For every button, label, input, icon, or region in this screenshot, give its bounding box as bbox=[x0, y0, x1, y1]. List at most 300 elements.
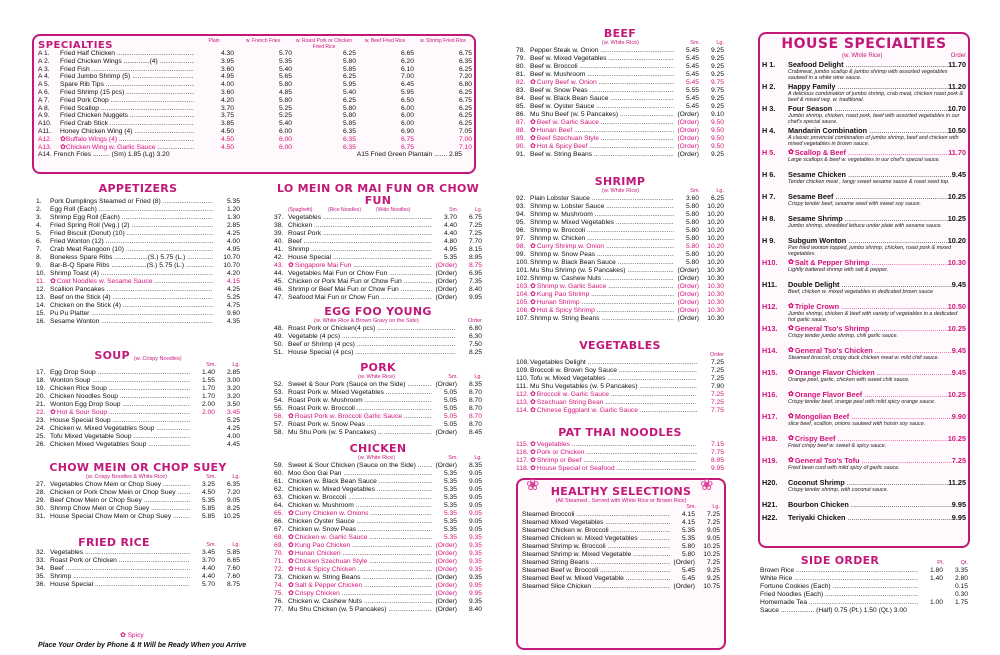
item-name: Roast Pork or Chicken ..... bbox=[50, 557, 190, 565]
item-number: H 1. bbox=[762, 60, 776, 69]
item-price: 6.25 bbox=[458, 65, 472, 73]
item-name: Brown Rice ..... bbox=[760, 567, 918, 575]
house-item bbox=[762, 302, 966, 324]
menu-item bbox=[516, 399, 724, 407]
item-number: 61. bbox=[274, 478, 284, 485]
item-name: Triple Crown ..... bbox=[795, 302, 948, 311]
item-price: 8.35 bbox=[468, 462, 482, 469]
item-price: (Order) bbox=[435, 606, 457, 613]
item-name: Beef ..... bbox=[50, 565, 190, 573]
item-number: 100. bbox=[516, 259, 530, 266]
item-name: Chicken w. Broccoli ..... bbox=[288, 494, 432, 502]
item-number: A 2. bbox=[38, 57, 50, 65]
item-number: 103. bbox=[516, 283, 530, 290]
menu-item bbox=[274, 510, 482, 518]
item-description: Tender chicken meat , tangy sweet sesame sauce & roast seed top. bbox=[788, 179, 950, 185]
menu-item bbox=[274, 230, 482, 238]
item-name: Cold Noodles w. Sesame Sauce ..... bbox=[57, 278, 213, 286]
item-number: 2. bbox=[36, 206, 42, 213]
item-number: 116. bbox=[516, 449, 529, 456]
item-number: 62. bbox=[274, 486, 284, 493]
item-number: A10. bbox=[38, 120, 52, 128]
item-price: 5.80 bbox=[342, 104, 356, 112]
specialty-a14: A14. French Fries ......... (Sm) 1.85 (Lg) 3.20 bbox=[38, 151, 170, 159]
soup-title: SOUP bbox=[94, 350, 130, 362]
item-name: Shrimp w. Broccoli ..... bbox=[530, 227, 674, 235]
item-price: 6.35 bbox=[342, 135, 356, 143]
item-name: Curry Chicken w. Onions ..... bbox=[295, 510, 432, 518]
item-price: 7.25 bbox=[710, 359, 724, 366]
item-price: 6.20 bbox=[400, 57, 414, 65]
appetizers-section bbox=[36, 183, 240, 349]
lo-mein-col-sm: Sm. bbox=[449, 207, 458, 213]
house-item bbox=[762, 500, 966, 509]
item-name: Fried Spring Roll (Veg.) (2) ..... bbox=[50, 222, 213, 230]
item-number: 37. bbox=[274, 214, 284, 221]
item-price: 5.45 bbox=[685, 95, 699, 102]
item-number: A11. bbox=[38, 127, 52, 135]
menu-item bbox=[36, 489, 240, 497]
item-price: 6.10 bbox=[400, 65, 414, 73]
menu-item bbox=[36, 557, 240, 565]
item-number: 84. bbox=[516, 95, 526, 102]
item-price: 0.30 bbox=[954, 591, 968, 598]
beef-title: BEEF bbox=[603, 28, 637, 40]
cm-rows bbox=[36, 481, 240, 521]
item-price: 7.25 bbox=[951, 456, 966, 465]
menu-item bbox=[274, 349, 482, 357]
item-price: 1.55 bbox=[201, 377, 215, 384]
item-description: Crispy tender beef, sesame seed with sweet soy sauce. bbox=[788, 201, 922, 207]
item-number: 56. bbox=[274, 413, 284, 420]
item-price: 7.00 bbox=[458, 135, 472, 143]
menu-item bbox=[274, 534, 482, 542]
house-title: HOUSE SPECIALTIES bbox=[781, 36, 947, 52]
item-number: 4. bbox=[36, 222, 42, 229]
item-number: A 6. bbox=[38, 88, 50, 96]
item-number: 66. bbox=[274, 518, 284, 525]
item-price: 4.50 bbox=[220, 127, 234, 135]
menu-item bbox=[522, 567, 720, 575]
item-number: 108. bbox=[516, 359, 530, 366]
item-name: Homemade Tea ..... bbox=[760, 599, 918, 607]
item-name: Chicken Rice Soup ..... bbox=[50, 385, 190, 393]
spicy-icon: ✿ bbox=[120, 632, 126, 639]
item-price: 6.45 bbox=[400, 81, 414, 89]
item-number: 92. bbox=[516, 195, 526, 202]
item-price: 4.30 bbox=[220, 50, 234, 57]
item-number: 75. bbox=[274, 590, 284, 597]
spicy-icon: ✿ bbox=[788, 303, 794, 310]
item-price: 6.00 bbox=[400, 104, 414, 112]
item-name: Hunan Shrimp ..... bbox=[537, 299, 674, 307]
item-price: (Order) bbox=[435, 590, 457, 597]
spicy-icon: ✿ bbox=[288, 542, 294, 549]
item-name: Tofu Mixed Vegetable Soup ..... bbox=[50, 433, 190, 441]
item-price: 8.15 bbox=[468, 246, 482, 253]
item-name: Beef w. Mushroom ..... bbox=[530, 71, 674, 79]
item-name: Chicken Oyster Sauce ..... bbox=[288, 518, 432, 526]
menu-item bbox=[516, 259, 724, 267]
item-price: 7.25 bbox=[468, 222, 482, 229]
item-number: 97. bbox=[516, 235, 526, 242]
spicy-icon: ✿ bbox=[530, 307, 536, 314]
item-price: 10.25 bbox=[947, 434, 966, 443]
item-price: 2.80 bbox=[954, 575, 968, 582]
item-name: Chinese Eggplant w. Garlic Sauce ..... bbox=[537, 407, 697, 415]
item-price: 8.75 bbox=[468, 262, 482, 269]
item-number: 20. bbox=[36, 393, 46, 400]
item-name: Mu Shu Pork (w. 5 Pancakes) ..... bbox=[288, 429, 432, 437]
item-price: 7.90 bbox=[710, 383, 724, 390]
chow-mein-title: CHOW MEIN OR CHOP SUEY bbox=[49, 462, 227, 474]
menu-item bbox=[36, 206, 240, 214]
shrimp-section bbox=[516, 176, 724, 338]
item-description: Beef, chicken w. mixed vegetables in dedicated brown sauce bbox=[788, 289, 934, 295]
item-price: (Order) bbox=[677, 151, 699, 158]
item-number: 5. bbox=[36, 230, 42, 237]
specialty-row bbox=[38, 97, 472, 105]
item-price: 10.20 bbox=[707, 219, 724, 226]
item-name: Steamed Mixed Vegetables ..... bbox=[522, 519, 670, 527]
pad-rows bbox=[516, 441, 724, 473]
item-name: Salt & Pepper Chicken ..... bbox=[295, 582, 432, 590]
item-description: A classic provincial combination of jumbo shrimp, beef and chicken with mixed vegetables in brown sauce. bbox=[788, 135, 959, 147]
item-price: 7.25 bbox=[710, 391, 724, 398]
item-price: 5.35 bbox=[443, 526, 457, 533]
item-price: (Order) bbox=[435, 542, 457, 549]
item-number: 58. bbox=[274, 429, 284, 436]
item-price: 4.50 bbox=[220, 143, 234, 151]
egg-foo-young-section bbox=[274, 306, 482, 362]
beef-col-sm: Sm. bbox=[690, 40, 700, 46]
item-price: 5.45 bbox=[685, 47, 699, 54]
item-price: 8.25 bbox=[468, 349, 482, 356]
item-price: 7.25 bbox=[710, 367, 724, 374]
soup-rows bbox=[36, 369, 240, 449]
item-number: 80. bbox=[516, 63, 526, 70]
beef-col-lg: Lg. bbox=[716, 40, 724, 46]
item-name: Fried Shrimp (15 pcs) ..... bbox=[60, 89, 194, 97]
menu-item bbox=[516, 227, 724, 235]
item-price: 3.70 bbox=[220, 104, 234, 112]
item-price: 5.85 bbox=[201, 505, 215, 512]
item-number: H 2. bbox=[762, 82, 776, 91]
item-price: 7.75 bbox=[710, 407, 724, 414]
item-price: 3.85 bbox=[220, 120, 234, 128]
item-number: 101. bbox=[516, 267, 530, 274]
item-price: 9.10 bbox=[710, 111, 724, 118]
fr-rows bbox=[36, 549, 240, 589]
item-name: Beef or Shrimp (4 pcs) ..... bbox=[288, 341, 455, 349]
item-number: 29. bbox=[36, 497, 46, 504]
item-description: Steamed broccoli, crispy duck chicken meat w. mild chili sauce. bbox=[788, 355, 939, 361]
specialty-row bbox=[38, 120, 472, 128]
item-price: 1.70 bbox=[201, 393, 215, 400]
item-price: 9.75 bbox=[710, 79, 724, 86]
menu-item bbox=[516, 465, 724, 473]
item-price: 9.45 bbox=[951, 280, 966, 289]
item-price: 6.00 bbox=[400, 112, 414, 120]
specialty-row bbox=[38, 136, 472, 144]
item-number: 73. bbox=[274, 574, 284, 581]
item-number: 77. bbox=[274, 606, 284, 613]
item-name: Chicken w. Mixed Vegetables Soup ..... bbox=[50, 425, 190, 433]
shrimp-col-sm: Sm. bbox=[690, 188, 700, 194]
menu-item bbox=[516, 87, 724, 95]
item-price: 9.05 bbox=[468, 470, 482, 477]
item-price: 6.35 bbox=[342, 127, 356, 135]
menu-item bbox=[274, 462, 482, 470]
item-price: (Order) bbox=[677, 111, 699, 118]
menu-item bbox=[274, 222, 482, 230]
item-number: 13. bbox=[36, 294, 46, 301]
menu-item bbox=[36, 393, 240, 401]
shrimp-col-lg: Lg. bbox=[716, 188, 724, 194]
item-price: 1.30 bbox=[226, 214, 240, 221]
item-number: 118. bbox=[516, 465, 529, 472]
item-price: 7.35 bbox=[468, 278, 482, 285]
item-number: 110. bbox=[516, 375, 529, 382]
item-price: (Order) bbox=[677, 291, 699, 298]
menu-item bbox=[516, 267, 724, 275]
menu-item bbox=[522, 527, 720, 535]
item-price: 5.05 bbox=[443, 413, 457, 420]
item-price: 9.95 bbox=[951, 500, 966, 509]
menu-item bbox=[274, 325, 482, 333]
item-number: 24. bbox=[36, 425, 46, 432]
item-description: Jumbo shrimp, chicken & beef with variety of vegetables in a dedicated hot garlic sauce. bbox=[788, 311, 958, 323]
side-order-section bbox=[760, 555, 968, 651]
menu-item bbox=[36, 230, 240, 238]
item-price: 10.25 bbox=[223, 513, 240, 520]
item-number: 23. bbox=[36, 417, 46, 424]
item-price: 5.80 bbox=[685, 235, 699, 242]
item-number: 59. bbox=[274, 462, 284, 469]
item-name: Chicken w. Cashew Nuts ..... bbox=[288, 598, 432, 606]
house-item bbox=[762, 368, 966, 390]
healthy-col-sm: Sm. bbox=[686, 504, 696, 510]
item-price: 5.70 bbox=[201, 581, 215, 588]
item-price: 7.00 bbox=[400, 73, 414, 81]
menu-item bbox=[760, 599, 968, 607]
spicy-icon: ✿ bbox=[788, 413, 794, 420]
item-number: H 4. bbox=[762, 126, 776, 135]
menu-item bbox=[760, 575, 968, 583]
item-name: Kung Pao Shrimp ..... bbox=[537, 291, 674, 299]
item-description: Fried bean curd with mild spicy of garlic sauce. bbox=[788, 465, 900, 471]
item-price: (Order) bbox=[435, 262, 457, 269]
item-number: 54. bbox=[274, 397, 284, 404]
menu-item bbox=[36, 385, 240, 393]
item-price: 5.80 bbox=[685, 203, 699, 210]
menu-item bbox=[36, 286, 240, 294]
item-name: Steamed Shrimp w. Mixed Vegetable ..... bbox=[522, 551, 670, 559]
item-number: 71. bbox=[274, 558, 284, 565]
item-price: 10.25 bbox=[947, 192, 966, 201]
item-number: 1. bbox=[36, 198, 42, 205]
spicy-icon: ✿ bbox=[288, 262, 294, 269]
item-price: 5.25 bbox=[278, 104, 292, 112]
item-price: 9.05 bbox=[468, 510, 482, 517]
item-name: Shrimp w. Lobster Sauce ..... bbox=[530, 203, 674, 211]
side-rows bbox=[760, 567, 968, 607]
item-number: 95. bbox=[516, 219, 526, 226]
shrimp-title: SHRIMP bbox=[594, 176, 646, 188]
item-number: A 4. bbox=[38, 73, 50, 81]
item-name: Chicken ..... bbox=[288, 222, 432, 230]
item-name: Vegetables ..... bbox=[50, 549, 190, 557]
menu-item bbox=[516, 95, 724, 103]
spicy-icon: ✿ bbox=[788, 325, 794, 332]
spicy-icon: ✿ bbox=[50, 278, 56, 285]
item-number: 94. bbox=[516, 211, 526, 218]
item-name: Tofu w. Mixed Vegetables ..... bbox=[530, 375, 697, 383]
item-price: 5.80 bbox=[342, 112, 356, 120]
item-price: 6.35 bbox=[226, 481, 240, 488]
item-number: 114. bbox=[516, 407, 529, 414]
item-price: 6.25 bbox=[342, 50, 356, 57]
item-name: Mongolian Beef ..... bbox=[795, 412, 952, 421]
healthy-title: HEALTHY SELECTIONS bbox=[550, 486, 692, 498]
item-price: 8.70 bbox=[468, 397, 482, 404]
menu-item bbox=[516, 195, 724, 203]
spicy-icon: ✿ bbox=[288, 558, 294, 565]
item-price: (Order) bbox=[677, 127, 699, 134]
item-name: Spare Rib Tips ..... bbox=[60, 81, 194, 89]
item-price: 8.70 bbox=[468, 405, 482, 412]
item-name: Teriyaki Chicken ..... bbox=[788, 513, 952, 522]
item-price: 6.65 bbox=[400, 50, 414, 57]
item-price: (Order) bbox=[677, 135, 699, 142]
fried-rice-section bbox=[36, 537, 240, 605]
item-number: 113. bbox=[516, 399, 529, 406]
item-price: 6.00 bbox=[278, 135, 292, 143]
item-price: 9.50 bbox=[710, 135, 724, 142]
item-name: House Special or Seafood ..... bbox=[537, 465, 697, 473]
item-price: 9.45 bbox=[951, 170, 966, 179]
item-price: (Order) bbox=[677, 275, 699, 282]
chicken-subtitle: (w. White Rice) bbox=[358, 455, 395, 461]
item-name: Roast Pork w. Broccoli Garlic Sauce ..... bbox=[295, 413, 432, 421]
item-price: 4.00 bbox=[226, 238, 240, 245]
item-price: 1.80 bbox=[929, 567, 943, 574]
item-price: (Order) bbox=[435, 550, 457, 557]
item-number: H11. bbox=[762, 280, 778, 289]
item-name: House Special ..... bbox=[288, 254, 432, 262]
egg-foo-young-title: EGG FOO YOUNG bbox=[324, 306, 432, 318]
item-number: 99. bbox=[516, 251, 526, 258]
menu-item bbox=[274, 494, 482, 502]
item-name: Vegetables Mai Fun or Chow Fun ..... bbox=[288, 270, 432, 278]
item-name: Chicken Wing w. Garlic Sauce ..... bbox=[66, 144, 194, 152]
item-name: Shrimp or Beef ..... bbox=[537, 457, 697, 465]
item-price: 6.25 bbox=[458, 112, 472, 120]
menu-item bbox=[274, 502, 482, 510]
spicy-icon: ✿ bbox=[288, 510, 294, 517]
item-price: 5.80 bbox=[685, 227, 699, 234]
item-price: 6.75 bbox=[400, 135, 414, 143]
item-price: (Order) bbox=[677, 283, 699, 290]
item-price: 10.25 bbox=[947, 324, 966, 333]
item-number: 72. bbox=[274, 566, 284, 573]
item-name: Chicken w. Mixed Vegetables ..... bbox=[288, 486, 432, 494]
side-col-qt: Qt. bbox=[960, 560, 968, 566]
item-name: House Special (4 pcs) ..... bbox=[288, 349, 455, 357]
vegetables-col-order: Order bbox=[709, 352, 724, 358]
item-number: 91. bbox=[516, 151, 526, 158]
item-price: (Order) bbox=[677, 267, 699, 274]
item-price: 9.05 bbox=[226, 497, 240, 504]
item-name: Steamed Shrimp w. Broccoli ..... bbox=[522, 543, 670, 551]
item-name: Sesame Beef ..... bbox=[788, 192, 948, 201]
item-name: Sesame Chicken ..... bbox=[788, 170, 952, 179]
item-name: Chicken w. Mushroom ..... bbox=[288, 502, 432, 510]
item-price: 9.60 bbox=[226, 310, 240, 317]
item-price: (Order) bbox=[677, 143, 699, 150]
item-price: 9.95 bbox=[951, 513, 966, 522]
item-price: 7.10 bbox=[458, 143, 472, 151]
item-price: 8.70 bbox=[468, 389, 482, 396]
col-shrimp-fried-rice: w. Shrimp Fried Rice bbox=[419, 38, 467, 44]
item-price: 6.35 bbox=[458, 57, 472, 65]
lo-mein-sub-wide-noodles: (Wide Noodles) bbox=[376, 207, 411, 213]
house-col-order: Order bbox=[950, 53, 966, 59]
item-number: 60. bbox=[274, 470, 284, 477]
item-name: Crispy Chicken ..... bbox=[295, 590, 432, 598]
menu-item bbox=[516, 151, 724, 159]
menu-item bbox=[274, 558, 482, 566]
item-price: 6.25 bbox=[710, 195, 724, 202]
house-subtitle: (w. White Rice) bbox=[842, 53, 883, 59]
egg-foo-young-subtitle: (w. White Rice & Brown Gravy on the Side) bbox=[314, 318, 419, 324]
item-name: Beef w. Mixed Vegetables ..... bbox=[530, 55, 674, 63]
item-name: Steamed String Beans ..... bbox=[522, 559, 670, 567]
item-name: Shrimp w. Black Bean Sauce ..... bbox=[530, 259, 674, 267]
item-name: Fried Wonton (12) ..... bbox=[50, 238, 213, 246]
menu-item bbox=[522, 559, 720, 567]
item-price: (Order) bbox=[435, 278, 457, 285]
menu-item bbox=[274, 294, 482, 302]
menu-item bbox=[274, 470, 482, 478]
item-name: Curry Beef w. Onion ..... bbox=[537, 79, 674, 87]
item-price: 7.60 bbox=[226, 565, 240, 572]
item-price: 9.95 bbox=[468, 590, 482, 597]
menu-item bbox=[274, 429, 482, 437]
chow-mein-col-sm: Sm. bbox=[206, 474, 216, 480]
item-name: Pepper Steak w. Onion ..... bbox=[530, 47, 674, 55]
item-name: Double Delight ..... bbox=[788, 280, 952, 289]
item-name: Bourbon Chicken ..... bbox=[788, 500, 952, 509]
item-price: 4.50 bbox=[201, 489, 215, 496]
item-number: H 9. bbox=[762, 236, 776, 245]
beef-subtitle: (w. White Rice) bbox=[602, 40, 639, 46]
house-item bbox=[762, 126, 966, 148]
item-price: 7.70 bbox=[468, 238, 482, 245]
specialty-row bbox=[38, 128, 472, 136]
item-price: 9.25 bbox=[710, 71, 724, 78]
item-number: 30. bbox=[36, 505, 46, 512]
item-name: Fried Biscuit (Donut) (10) ..... bbox=[50, 230, 213, 238]
item-name: House Special Chow Mein or Chop Suey ..... bbox=[50, 513, 190, 521]
item-number: 117. bbox=[516, 457, 529, 464]
item-number: 19. bbox=[36, 385, 46, 392]
chicken-col-lg: Lg. bbox=[474, 455, 482, 461]
item-price: 7.20 bbox=[226, 489, 240, 496]
item-price: 4.40 bbox=[201, 565, 215, 572]
item-price: 7.15 bbox=[710, 441, 724, 448]
item-description: Orange peel, garlic, chicken with sweet chili sauce. bbox=[788, 377, 910, 383]
